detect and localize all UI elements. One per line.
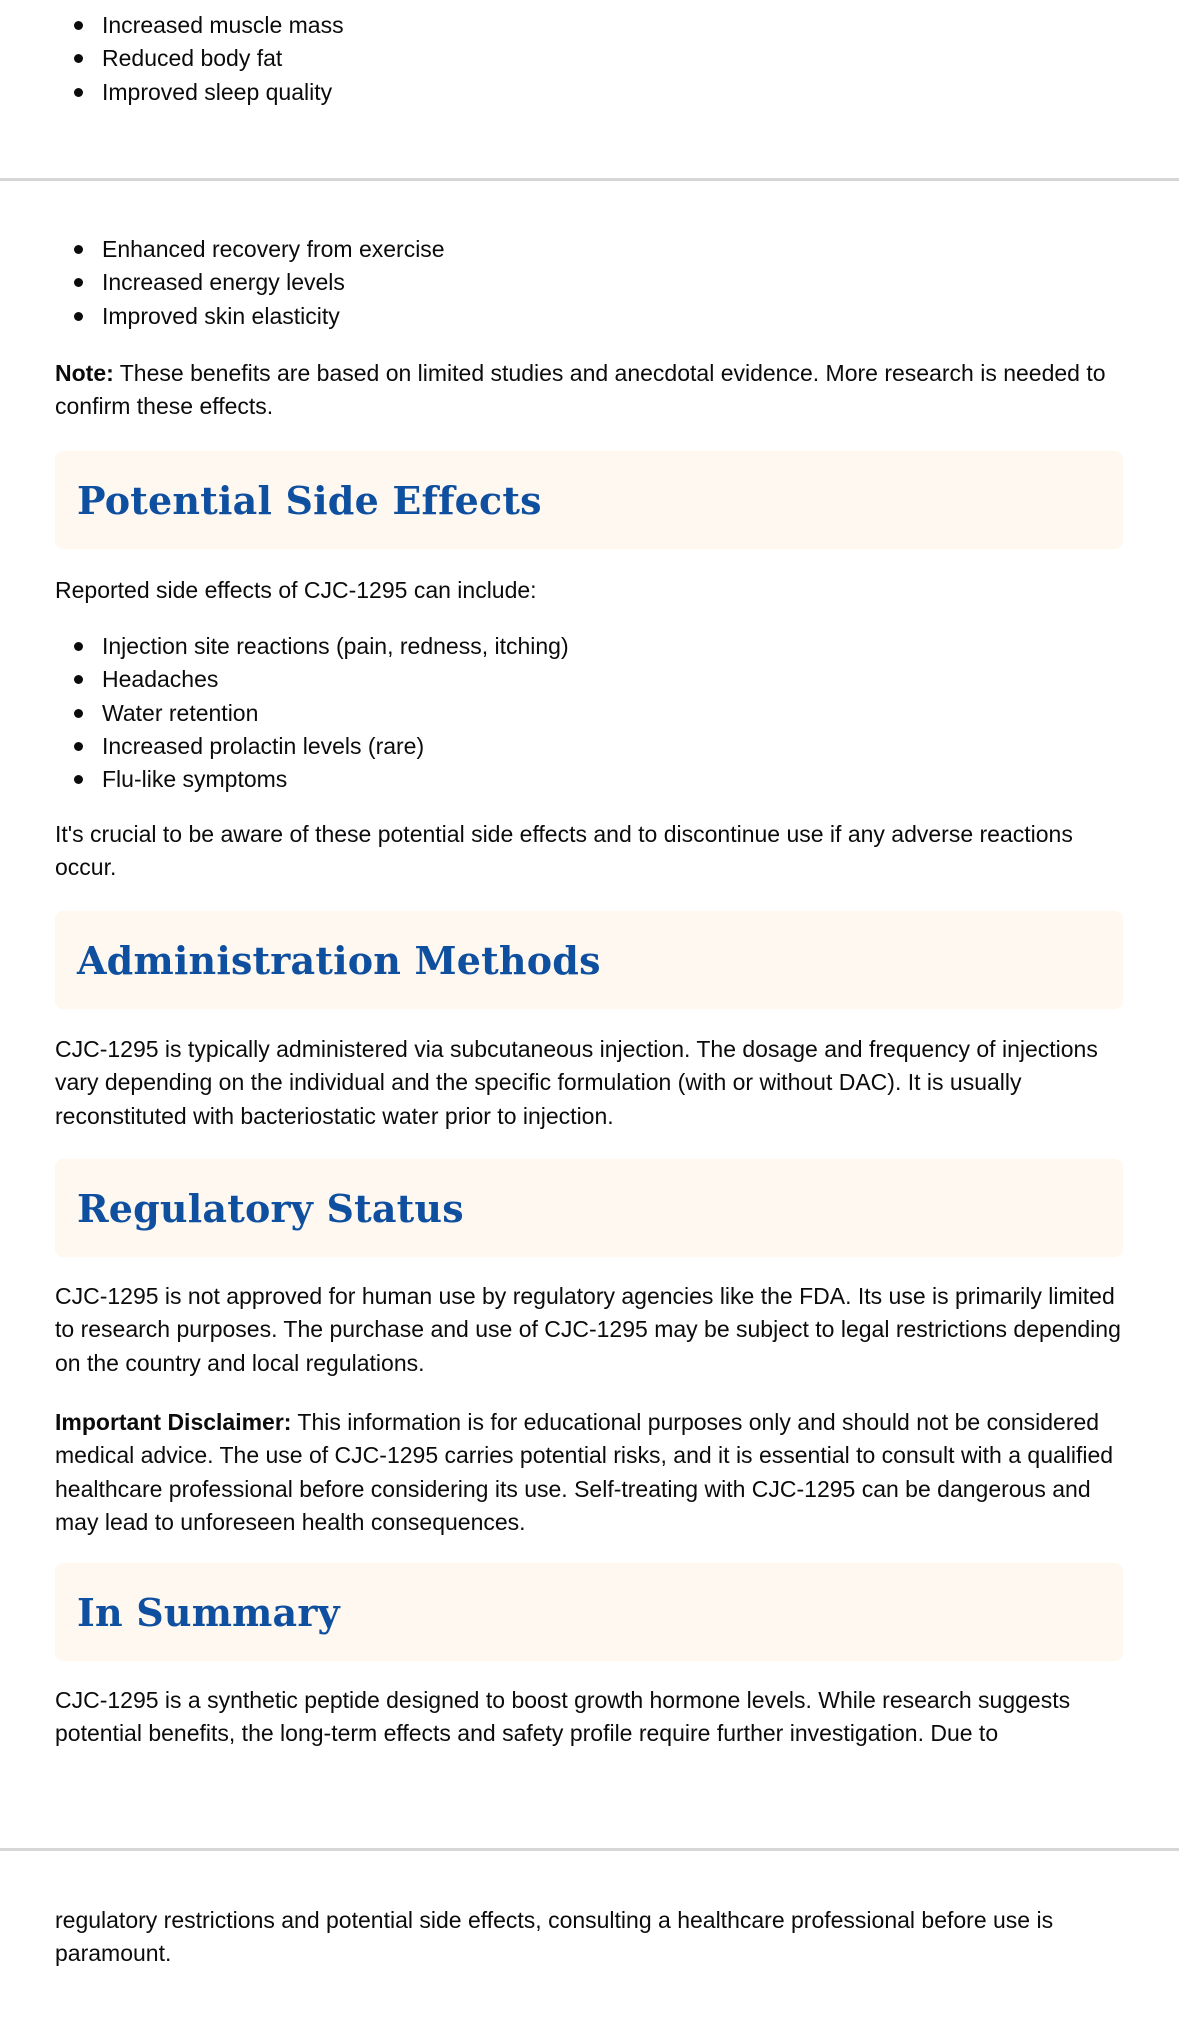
note-label: Note: (55, 360, 114, 386)
side-effects-list (55, 630, 1123, 796)
page-3 (0, 1851, 1179, 2029)
summary-paragraph-part1 (55, 1684, 1123, 1751)
benefits-list (55, 233, 1123, 333)
benefits-list-part2-block (55, 233, 1123, 333)
list-item: Water retention (55, 697, 1123, 730)
side-effects-outro (55, 818, 1123, 885)
side-effects-list-block (55, 630, 1123, 796)
paragraph: It's crucial to be aware of these potential side effects and to discontinue use if any adverse reactions occur. (55, 821, 1073, 881)
section-header-administration (55, 911, 1123, 1009)
regulatory-paragraph (55, 1280, 1123, 1380)
benefits-list (55, 9, 1123, 109)
disclaimer-text: This information is for educational purposes only and should not be considered medical advice. The use of CJC-1295 carries potential risks, and it is essential to consult with a qualified healthcare professional before considering its use. Self-treating with CJC-1295 can be dangerous and may lead to unforeseen health consequences. (55, 1409, 1114, 1535)
list-item: Injection site reactions (pain, redness, itching) (55, 630, 1123, 663)
list-item: Reduced body fat (55, 42, 1123, 75)
paragraph: Reported side effects of CJC-1295 can include: (55, 577, 537, 603)
paragraph: regulatory restrictions and potential side effects, consulting a healthcare professional before use is paramount. (55, 1907, 1054, 1967)
section-title: In Summary (77, 1589, 340, 1635)
page-1 (0, 0, 1179, 178)
list-item: Improved sleep quality (55, 76, 1123, 109)
section-title: Administration Methods (77, 937, 601, 983)
list-item: Improved skin elasticity (55, 300, 1123, 333)
list-item: Headaches (55, 663, 1123, 696)
list-item: Increased prolactin levels (rare) (55, 730, 1123, 763)
section-title: Regulatory Status (77, 1185, 464, 1231)
list-item: Increased muscle mass (55, 9, 1123, 42)
list-item: Increased energy levels (55, 266, 1123, 299)
section-header-regulatory (55, 1159, 1123, 1257)
paragraph: CJC-1295 is not approved for human use by regulatory agencies like the FDA. Its use is primarily limited to research purposes. The purchase and use of CJC-1295 may be subject to legal restrictions depending on the country and local regulations. (55, 1283, 1121, 1376)
list-item: Enhanced recovery from exercise (55, 233, 1123, 266)
section-title: Potential Side Effects (77, 477, 542, 523)
disclaimer-label: Important Disclaimer: (55, 1409, 292, 1435)
note-paragraph (55, 357, 1123, 424)
administration-paragraph (55, 1033, 1123, 1133)
paragraph: CJC-1295 is a synthetic peptide designed to boost growth hormone levels. While research suggests potential benefits, the long-term effects and safety profile require further investigation. Due to (55, 1687, 1071, 1747)
disclaimer-paragraph (55, 1406, 1123, 1539)
summary-paragraph-part2 (55, 1904, 1123, 1971)
benefits-list-part1-block (55, 9, 1123, 109)
note-text: These benefits are based on limited studies and anecdotal evidence. More research is needed to confirm these effects. (55, 360, 1106, 420)
paragraph: CJC-1295 is typically administered via subcutaneous injection. The dosage and frequency of injections vary depending on the individual and the specific formulation (with or without DAC). It is usually reconstituted with bacteriostatic water prior to injection. (55, 1036, 1098, 1129)
section-header-side-effects (55, 451, 1123, 549)
section-header-summary (55, 1563, 1123, 1661)
page-2 (0, 181, 1179, 1848)
side-effects-intro (55, 574, 1123, 607)
list-item: Flu-like symptoms (55, 763, 1123, 796)
